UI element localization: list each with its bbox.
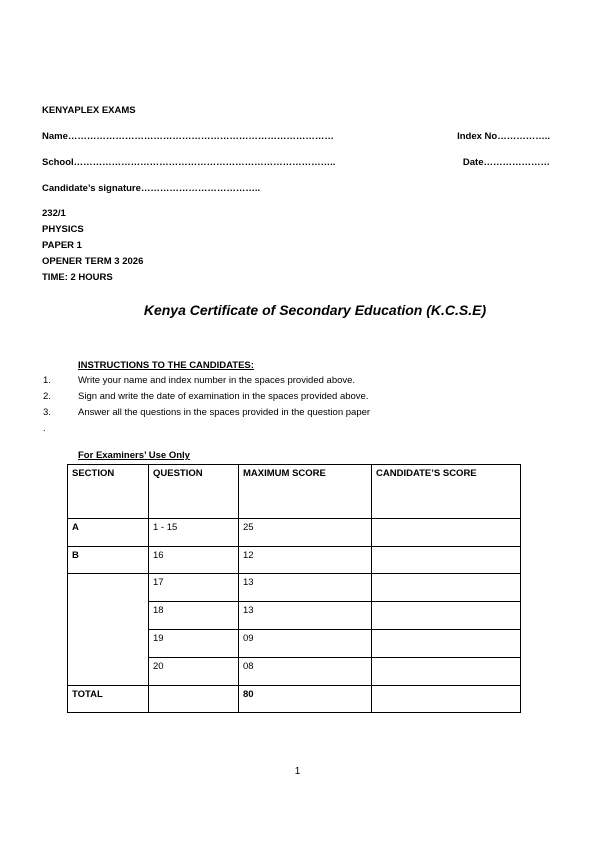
paper-code: 232/1 bbox=[42, 208, 66, 219]
table-row bbox=[68, 547, 521, 574]
column-header: CANDIDATE’S SCORE bbox=[372, 465, 521, 519]
candidate-score-cell[interactable] bbox=[372, 658, 521, 686]
instruction-number: 2. bbox=[43, 391, 51, 402]
total-max-score: 80 bbox=[239, 686, 372, 713]
paper-number: PAPER 1 bbox=[42, 240, 82, 251]
max-score-cell: 12 bbox=[239, 547, 372, 574]
instruction-text: Answer all the questions in the spaces provided in the question paper bbox=[78, 407, 371, 418]
instruction-number: 3. bbox=[43, 407, 51, 418]
candidate-score-cell[interactable] bbox=[372, 630, 521, 658]
max-score-cell: 08 bbox=[239, 658, 372, 686]
date-field[interactable]: Date………………… bbox=[462, 157, 550, 168]
instructions-heading: INSTRUCTIONS TO THE CANDIDATES: bbox=[78, 360, 254, 371]
paper-time: TIME: 2 HOURS bbox=[42, 272, 113, 283]
max-score-cell: 09 bbox=[239, 630, 372, 658]
page-number: 1 bbox=[294, 766, 301, 777]
table-row bbox=[68, 519, 521, 547]
question-cell: 16 bbox=[149, 547, 239, 574]
section-cell: A bbox=[68, 519, 149, 547]
column-header: SECTION bbox=[68, 465, 149, 519]
signature-field[interactable]: Candidate’s signature……………………………….. bbox=[42, 183, 261, 194]
question-cell: 20 bbox=[149, 658, 239, 686]
table-row bbox=[68, 574, 521, 602]
paper-subject: PHYSICS bbox=[42, 224, 84, 235]
instruction-number: 1. bbox=[43, 375, 51, 386]
question-cell: 18 bbox=[149, 602, 239, 630]
section-cell: B bbox=[68, 547, 149, 574]
candidate-score-cell[interactable] bbox=[372, 574, 521, 602]
candidate-score-cell[interactable] bbox=[372, 519, 521, 547]
instruction-text: Write your name and index number in the spaces provided above. bbox=[78, 375, 356, 386]
question-cell: 19 bbox=[149, 630, 239, 658]
document-title: Kenya Certificate of Secondary Education (K.C.S.E) bbox=[143, 302, 487, 318]
total-question-cell bbox=[149, 686, 239, 713]
max-score-cell: 13 bbox=[239, 602, 372, 630]
section-cell bbox=[68, 574, 149, 686]
examiner-heading: For Examiners’ Use Only bbox=[78, 450, 190, 461]
max-score-cell: 25 bbox=[239, 519, 372, 547]
total-candidate-score-cell[interactable] bbox=[372, 686, 521, 713]
max-score-cell: 13 bbox=[239, 574, 372, 602]
score-table bbox=[67, 464, 521, 713]
table-header-row bbox=[68, 465, 521, 519]
total-label: TOTAL bbox=[68, 686, 149, 713]
total-row bbox=[68, 686, 521, 713]
name-field[interactable]: Name………………………………………………………………………… bbox=[42, 131, 334, 142]
question-cell: 1 - 15 bbox=[149, 519, 239, 547]
candidate-score-cell[interactable] bbox=[372, 602, 521, 630]
column-header: MAXIMUM SCORE bbox=[239, 465, 372, 519]
school-field[interactable]: School……………………………………………………………………….. bbox=[42, 157, 336, 168]
org-name: KENYAPLEX EXAMS bbox=[42, 105, 136, 116]
index-number-field[interactable]: Index No…………….. bbox=[457, 131, 550, 142]
question-cell: 17 bbox=[149, 574, 239, 602]
instruction-text: Sign and write the date of examination in the spaces provided above. bbox=[78, 391, 369, 402]
column-header: QUESTION bbox=[149, 465, 239, 519]
stray-dot: . bbox=[43, 423, 46, 434]
candidate-score-cell[interactable] bbox=[372, 547, 521, 574]
paper-term: OPENER TERM 3 2026 bbox=[42, 256, 144, 267]
